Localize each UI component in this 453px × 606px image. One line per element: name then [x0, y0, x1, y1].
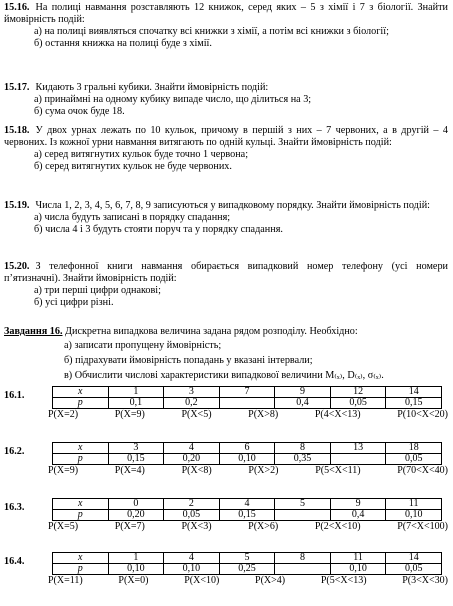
x-value: 11: [330, 553, 386, 564]
p-value: 0,10: [219, 454, 275, 465]
interval: P(5<X<11): [315, 465, 361, 476]
distribution-table: [52, 442, 442, 465]
problem-number: 15.16.: [4, 2, 30, 13]
interval: P(X>8): [248, 409, 279, 420]
interval-list: [48, 465, 448, 477]
interval: P(X=7): [114, 521, 145, 532]
problem-number: 15.17.: [4, 82, 30, 93]
problem-number: 15.19.: [4, 200, 30, 211]
problem-15-20: [4, 261, 448, 309]
interval: P(X=9): [114, 409, 145, 420]
table-row-p: [53, 564, 442, 575]
p-value: 0,4: [330, 510, 386, 521]
problem-item-a: а) серед витягнутих кульок буде точно 1 червона;: [34, 149, 249, 160]
row-label: p: [53, 564, 109, 575]
interval: P(X<5): [181, 409, 212, 420]
x-value: 9: [330, 499, 386, 510]
x-value: 1: [108, 387, 164, 398]
problem-15-16: [4, 2, 448, 50]
row-label: x: [53, 553, 109, 564]
problem-item-a: а) на полиці виявляться спочатку всі книжки з хімії, а потім всі книжки з біології;: [34, 26, 389, 37]
table-row-p: [53, 398, 442, 409]
p-value: 0,20: [164, 454, 220, 465]
problem-item-b: б) сума очок буде 18.: [34, 106, 125, 117]
x-value: 5: [275, 499, 331, 510]
task-item-c: в) Обчислити числові характеристики випадкової величини M₍ₓ₎, D₍ₓ₎, σ₍ₓ₎.: [64, 370, 384, 381]
x-value: 2: [164, 499, 220, 510]
task-16: [4, 326, 450, 383]
problem-text: Числа 1, 2, 3, 4, 5, 6, 7, 8, 9 записуються у випадковому порядку. Знайти ймовірність подій:: [35, 200, 430, 211]
block-number: 16.2.: [4, 446, 25, 457]
problem-text: У двох урнах лежать по 10 кульок, причому в першій з них – 7 червоних, а в другій – 4 червоних. Із кожної урни навмання витягають по одній кульці. Знайти ймовірність подій:: [4, 125, 448, 148]
table-row-p: [53, 510, 442, 521]
p-value: 0,05: [386, 564, 442, 575]
p-value: 0,4: [275, 398, 331, 409]
interval: P(10<X<20): [397, 409, 448, 420]
problem-number: 15.20.: [4, 261, 30, 272]
block-number: 16.1.: [4, 390, 25, 401]
p-value: 0,15: [108, 454, 164, 465]
table-row-p: [53, 454, 442, 465]
interval-list: [48, 409, 448, 421]
row-label: x: [53, 387, 109, 398]
interval: P(X>4): [255, 575, 286, 586]
x-value: 5: [219, 553, 275, 564]
x-value: 14: [386, 553, 442, 564]
problem-item-a: а) принаймні на одному кубику випаде число, що ділиться на 3;: [34, 94, 312, 105]
p-value: [219, 398, 275, 409]
p-value: 0,35: [275, 454, 331, 465]
p-value: 0,05: [386, 454, 442, 465]
problem-item-b: б) остання книжка на полиці буде з хімії.: [34, 38, 212, 49]
interval: P(X<10): [184, 575, 220, 586]
x-value: 14: [386, 387, 442, 398]
block-number: 16.4.: [4, 556, 25, 567]
problem-text: Кидають 3 гральні кубики. Знайти ймовірність подій:: [35, 82, 269, 93]
p-value: 0,05: [330, 398, 386, 409]
interval: P(7<X<100): [397, 521, 448, 532]
table-row-x: [53, 443, 442, 454]
p-value: 0,05: [164, 510, 220, 521]
interval: P(X=11): [48, 575, 83, 586]
p-value: 0,20: [108, 510, 164, 521]
p-value: 0,10: [108, 564, 164, 575]
row-label: p: [53, 454, 109, 465]
interval: P(X<3): [181, 521, 212, 532]
interval: P(X=4): [114, 465, 145, 476]
problem-text: З телефонної книги навмання обирається випадковий номер телефону (усі номери п’ятизначні). Знайти ймовірність подій:: [4, 261, 448, 284]
x-value: 1: [108, 553, 164, 564]
x-value: 3: [108, 443, 164, 454]
p-value: 0,2: [164, 398, 220, 409]
problem-item-a: а) три перші цифри однакові;: [34, 285, 161, 296]
problem-15-19: [4, 200, 448, 236]
row-label: p: [53, 398, 109, 409]
row-label: x: [53, 499, 109, 510]
interval: P(X=9): [48, 465, 79, 476]
block-number: 16.3.: [4, 502, 25, 513]
task-item-a: а) записати пропущену ймовірність;: [64, 340, 222, 351]
p-value: 0,10: [330, 564, 386, 575]
problem-item-b: б) усі цифри різні.: [34, 297, 114, 308]
interval: P(4<X<13): [314, 409, 361, 420]
p-value: 0,1: [108, 398, 164, 409]
p-value: [275, 510, 331, 521]
interval-list: [48, 521, 448, 533]
p-value: 0,10: [386, 510, 442, 521]
distribution-table: [52, 552, 442, 575]
x-value: 3: [164, 387, 220, 398]
x-value: 6: [219, 443, 275, 454]
row-label: p: [53, 510, 109, 521]
task-text: Дискретна випадкова величина задана рядом розподілу. Необхідно:: [62, 326, 358, 337]
problem-text: На полиці навмання розставляють 12 книжок, серед яких – 5 з хімії і 7 з біології. Знайти ймовірність подій:: [4, 2, 448, 25]
interval: P(X>6): [248, 521, 279, 532]
p-value: 0,10: [164, 564, 220, 575]
interval: P(X>2): [248, 465, 279, 476]
table-row-x: [53, 553, 442, 564]
problem-number: 15.18.: [4, 125, 30, 136]
x-value: 13: [330, 443, 386, 454]
x-value: 9: [275, 387, 331, 398]
p-value: [330, 454, 386, 465]
distribution-table: [52, 386, 442, 409]
task-item-b: б) підрахувати ймовірність попадань у вказані інтервали;: [64, 355, 313, 366]
problem-item-b: б) серед витягнутих кульок не буде червоних.: [34, 161, 232, 172]
x-value: 7: [219, 387, 275, 398]
x-value: 18: [386, 443, 442, 454]
problem-item-b: б) числа 4 і 3 будуть стояти поруч та у порядку спадання.: [34, 224, 283, 235]
p-value: 0,15: [386, 398, 442, 409]
x-value: 11: [386, 499, 442, 510]
problem-15-17: [4, 82, 448, 118]
interval: P(2<X<10): [314, 521, 361, 532]
interval: P(X<8): [181, 465, 212, 476]
interval: P(X=5): [48, 521, 79, 532]
interval-list: [48, 575, 448, 587]
problem-item-a: а) числа будуть записані в порядку спадання;: [34, 212, 231, 223]
x-value: 12: [330, 387, 386, 398]
p-value: 0,25: [219, 564, 275, 575]
interval: P(X=2): [48, 409, 79, 420]
interval: P(70<X<40): [397, 465, 448, 476]
x-value: 4: [219, 499, 275, 510]
table-row-x: [53, 499, 442, 510]
table-row-x: [53, 387, 442, 398]
distribution-table: [52, 498, 442, 521]
p-value: 0,15: [219, 510, 275, 521]
interval: P(X=0): [118, 575, 149, 586]
x-value: 8: [275, 443, 331, 454]
interval: P(5<X<13): [320, 575, 367, 586]
x-value: 4: [164, 443, 220, 454]
problem-15-18: [4, 125, 448, 173]
row-label: x: [53, 443, 109, 454]
x-value: 0: [108, 499, 164, 510]
x-value: 4: [164, 553, 220, 564]
task-title: Завдання 16.: [4, 326, 63, 337]
p-value: [275, 564, 331, 575]
interval: P(3<X<30): [402, 575, 448, 586]
x-value: 8: [275, 553, 331, 564]
